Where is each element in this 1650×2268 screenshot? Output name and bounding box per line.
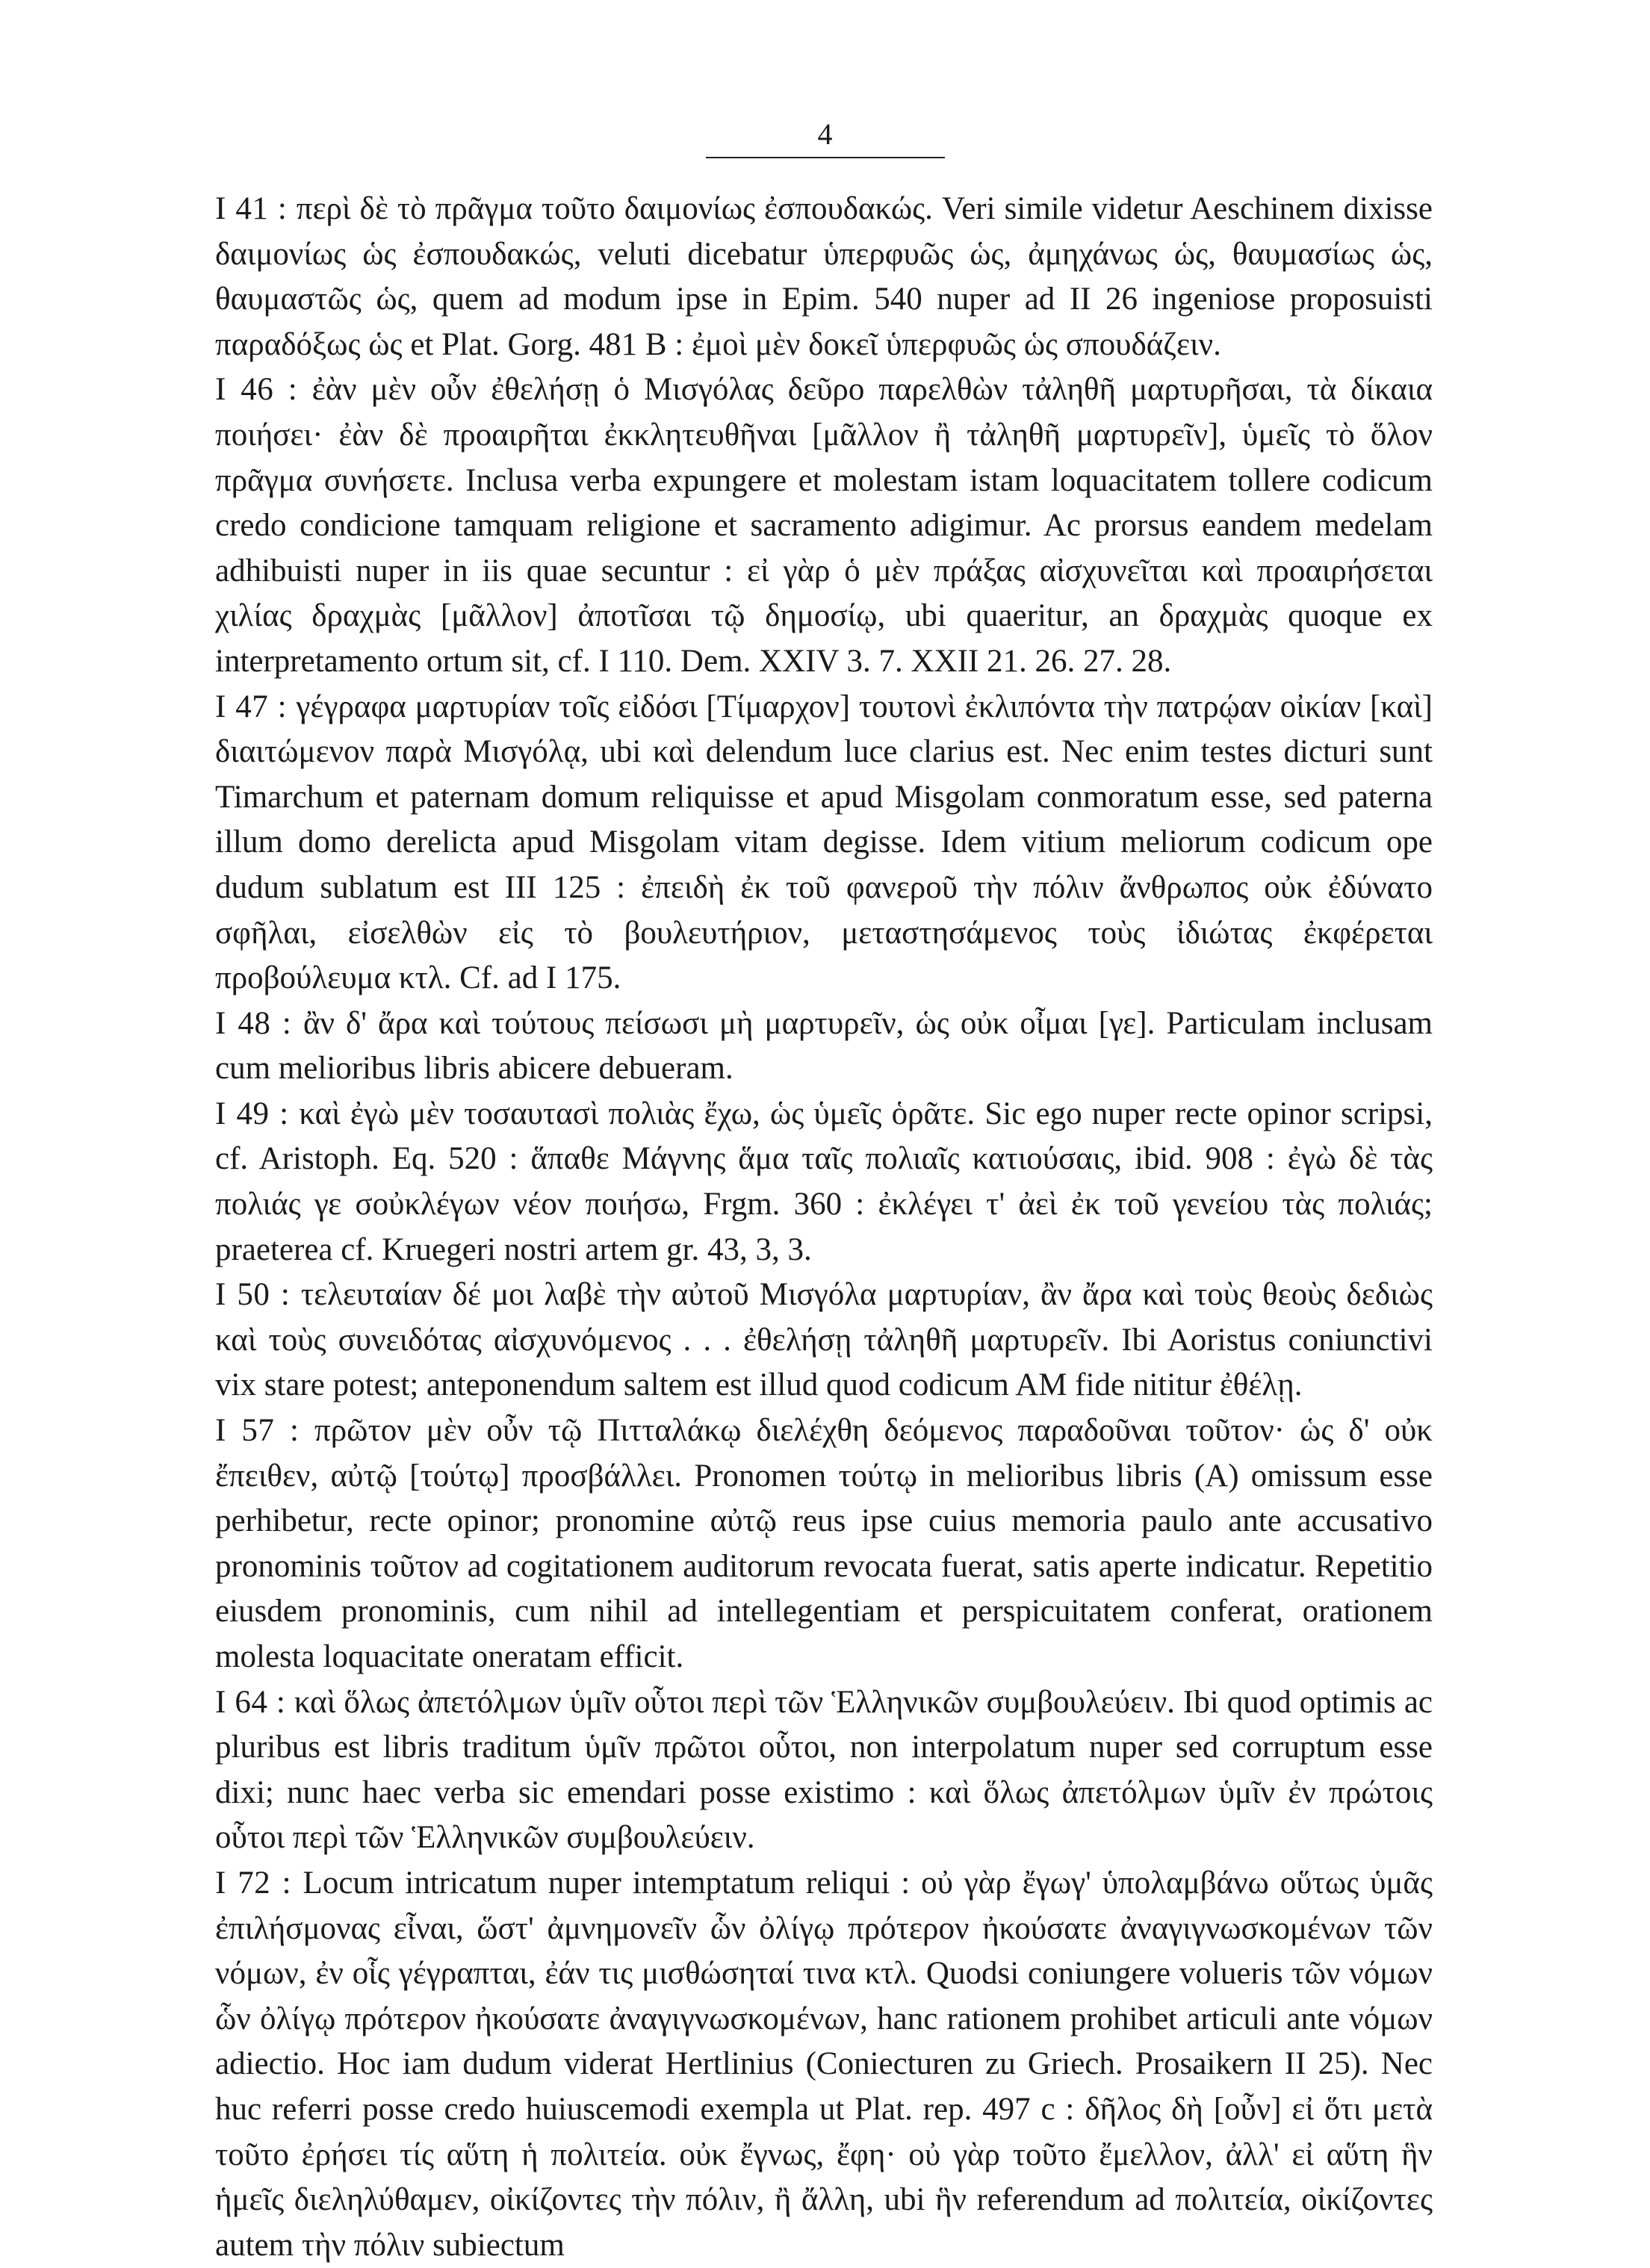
note-i-57 xyxy=(215,1408,1433,1680)
note-text: καὶ ὅλως ἀπετόλμων ὑμῖν οὗτοι περὶ τῶν Ἑλληνικῶν συμβουλεύειν. Ibi quod optimis ac pluribus est libris traditum ὑμῖν πρῶτοι οὗτοι, non interpolatum nuper sed corruptum esse dixi; nunc haec verba sic emendari posse existimo : καὶ ὅλως ἀπετόλμων ὑμῖν ἐν πρώτοις οὗτοι περὶ τῶν Ἑλληνικῶν συμβουλεύειν. xyxy=(215,1684,1433,1856)
note-text: ἐὰν μὲν οὖν ἐθελήσῃ ὁ Μισγόλας δεῦρο παρελθὼν τἀληθῆ μαρτυρῆσαι, τὰ δίκαια ποιήσει· ἐὰν δὲ προαιρῆται ἐκκλητευθῆναι [μᾶλλον ἢ τἀληθῆ μαρτυρεῖν], ὑμεῖς τὸ ὅλον πρᾶγμα συνήσετε. Inclusa verba expungere et molestam istam loquacitatem tollere codicum credo condicione tamquam religione et sacramento adigimur. Ac prorsus eandem medelam adhibuisti nuper in iis quae secuntur : εἰ γὰρ ὁ μὲν πράξας αἰσχυνεῖται καὶ προαιρήσεται χιλίας δραχμὰς [μᾶλλον] ἀποτῖσαι τῷ δημοσίῳ, ubi quaeritur, an δραχμὰς quoque ex interpretamento ortum sit, cf. I 110. Dem. XXIV 3. 7. XXII 21. 26. 27. 28. xyxy=(215,372,1433,679)
note-i-48 xyxy=(215,1001,1433,1092)
note-i-47 xyxy=(215,685,1433,1001)
note-reference: I 48 : xyxy=(215,1005,303,1041)
note-reference: I 46 : xyxy=(215,372,312,408)
commentary-body xyxy=(215,187,1433,2268)
note-text: πρῶτον μὲν οὖν τῷ Πιτταλάκῳ διελέχθη δεόμενος παραδοῦναι τοῦτον· ὡς δ' οὐκ ἔπειθεν, αὐτῷ [τούτῳ] προσβάλλει. Pronomen τούτῳ in melioribus libris (A) omissum esse perhibetur, recte opinor; pronomine αὐτῷ reus ipse cuius memoria paulo ante accusativo pronominis τοῦτον ad cogitationem auditorum revocata fuerat, satis aperte indicatur. Repetitio eiusdem pronominis, cum nihil ad intellegentiam et perspicuitatem conferat, orationem molesta loquacitate oneratam efficit. xyxy=(215,1413,1433,1674)
note-text: Locum intricatum nuper intemptatum reliqui : οὐ γὰρ ἔγωγ' ὑπολαμβάνω οὕτως ὑμᾶς ἐπιλήσμονας εἶναι, ὥστ' ἀμνημονεῖν ὧν ὀλίγῳ πρότερον ἠκούσατε ἀναγιγνωσκομένων τῶν νόμων, ἐν οἷς γέγραπται, ἐάν τις μισθώσηταί τινα κτλ. Quodsi coniungere volueris τῶν νόμων ὧν ὀλίγῳ πρότερον ἠκούσατε ἀναγιγνωσκομένων, hanc rationem prohibet articuli ante νόμων adiectio. Hoc iam dudum viderat Hertlinius (Coniecturen zu Griech. Prosaikern II 25). Nec huc referri posse credo huiuscemodi exempla ut Plat. rep. 497 c : δῆλος δὴ [οὖν] εἰ ὅτι μετὰ τοῦτο ἐρήσει τίς αὕτη ἡ πολιτεία. οὐκ ἔγνως, ἔφη· οὐ γὰρ τοῦτο ἔμελλον, ἀλλ' εἰ αὕτη ἣν ἡμεῖς διεληλύθαμεν, οἰκίζοντες τὴν πόλιν, ἢ ἄλλη, ubi ἣν referendum ad πολιτεία, οἰκίζοντες autem τὴν πόλιν subiectum xyxy=(215,1865,1433,2263)
note-i-72 xyxy=(215,1861,1433,2268)
note-text: γέγραφα μαρτυρίαν τοῖς εἰδόσι [Τίμαρχον] τουτονὶ ἐκλιπόντα τὴν πατρῴαν οἰκίαν [καὶ] διαιτώμενον παρὰ Μισγόλᾳ, ubi καὶ delendum luce clarius est. Nec enim testes dicturi sunt Timarchum et paternam domum reliquisse et apud Misgolam conmoratum esse, sed paterna illum domo derelicta apud Misgolam vitam degisse. Idem vitium meliorum codicum ope dudum sublatum est III 125 : ἐπειδὴ ἐκ τοῦ φανεροῦ τὴν πόλιν ἄνθρωπος οὐκ ἐδύνατο σφῆλαι, εἰσελθὼν εἰς τὸ βουλευτήριον, μεταστησάμενος τοὺς ἰδιώτας ἐκφέρεται προβούλευμα κτλ. Cf. ad I 175. xyxy=(215,689,1433,996)
note-reference: I 64 : xyxy=(215,1684,294,1720)
note-reference: I 57 : xyxy=(215,1413,314,1449)
note-i-64 xyxy=(215,1680,1433,1861)
note-text: τελευταίαν δέ μοι λαβὲ τὴν αὐτοῦ Μισγόλα μαρτυρίαν, ἂν ἄρα καὶ τοὺς θεοὺς δεδιὼς καὶ τοὺς συνειδότας αἰσχυνόμενος . . . ἐθελήσῃ τἀληθῆ μαρτυρεῖν. Ibi Aoristus coniunctivi vix stare potest; anteponendum saltem est illud quod codicum AM fide nititur ἐθέλῃ. xyxy=(215,1277,1433,1403)
note-text: ἂν δ' ἄρα καὶ τούτους πείσωσι μὴ μαρτυρεῖν, ὡς οὐκ οἶμαι [γε]. Particulam inclusam cum melioribus libris abicere debueram. xyxy=(215,1005,1433,1087)
note-i-46 xyxy=(215,367,1433,684)
note-reference: I 49 : xyxy=(215,1096,300,1131)
note-text: περὶ δὲ τὸ πρᾶγμα τοῦτο δαιμονίως ἐσπουδακώς. Veri simile videtur Aeschinem dixisse δαιμονίως ὡς ἐσπουδακώς, veluti dicebatur ὑπερφυῶς ὡς, ἀμηχάνως ὡς, θαυμασίως ὡς, θαυμαστῶς ὡς, quem ad modum ipse in Epim. 540 nuper ad II 26 ingeniose proposuisti παραδόξως ὡς et Plat. Gorg. 481 B : ἐμοὶ μὲν δοκεῖ ὑπερφυῶς ὡς σπουδάζειν. xyxy=(215,191,1433,362)
page-number: 4 xyxy=(817,117,833,151)
note-i-41 xyxy=(215,187,1433,367)
note-reference: I 41 : xyxy=(215,191,297,226)
note-i-49 xyxy=(215,1092,1433,1273)
header-rule xyxy=(706,157,945,158)
note-reference: I 50 : xyxy=(215,1277,301,1313)
note-i-50 xyxy=(215,1273,1433,1408)
note-text: καὶ ἐγὼ μὲν τοσαυτασὶ πολιὰς ἔχω, ὡς ὑμεῖς ὁρᾶτε. Sic ego nuper recte opinor scripsi, cf. Aristoph. Eq. 520 : ἅπαθε Μάγνης ἅμα ταῖς πολιαῖς κατιούσαις, ibid. 908 : ἐγὼ δὲ τὰς πολιάς γε σοὐκλέγων νέον ποιήσω, Frgm. 360 : ἐκλέγει τ' ἀεὶ ἐκ τοῦ γενείου τὰς πολιάς; praeterea cf. Kruegeri nostri artem gr. 43, 3, 3. xyxy=(215,1096,1433,1267)
note-reference: I 72 : xyxy=(215,1865,303,1901)
note-reference: I 47 : xyxy=(215,689,297,724)
